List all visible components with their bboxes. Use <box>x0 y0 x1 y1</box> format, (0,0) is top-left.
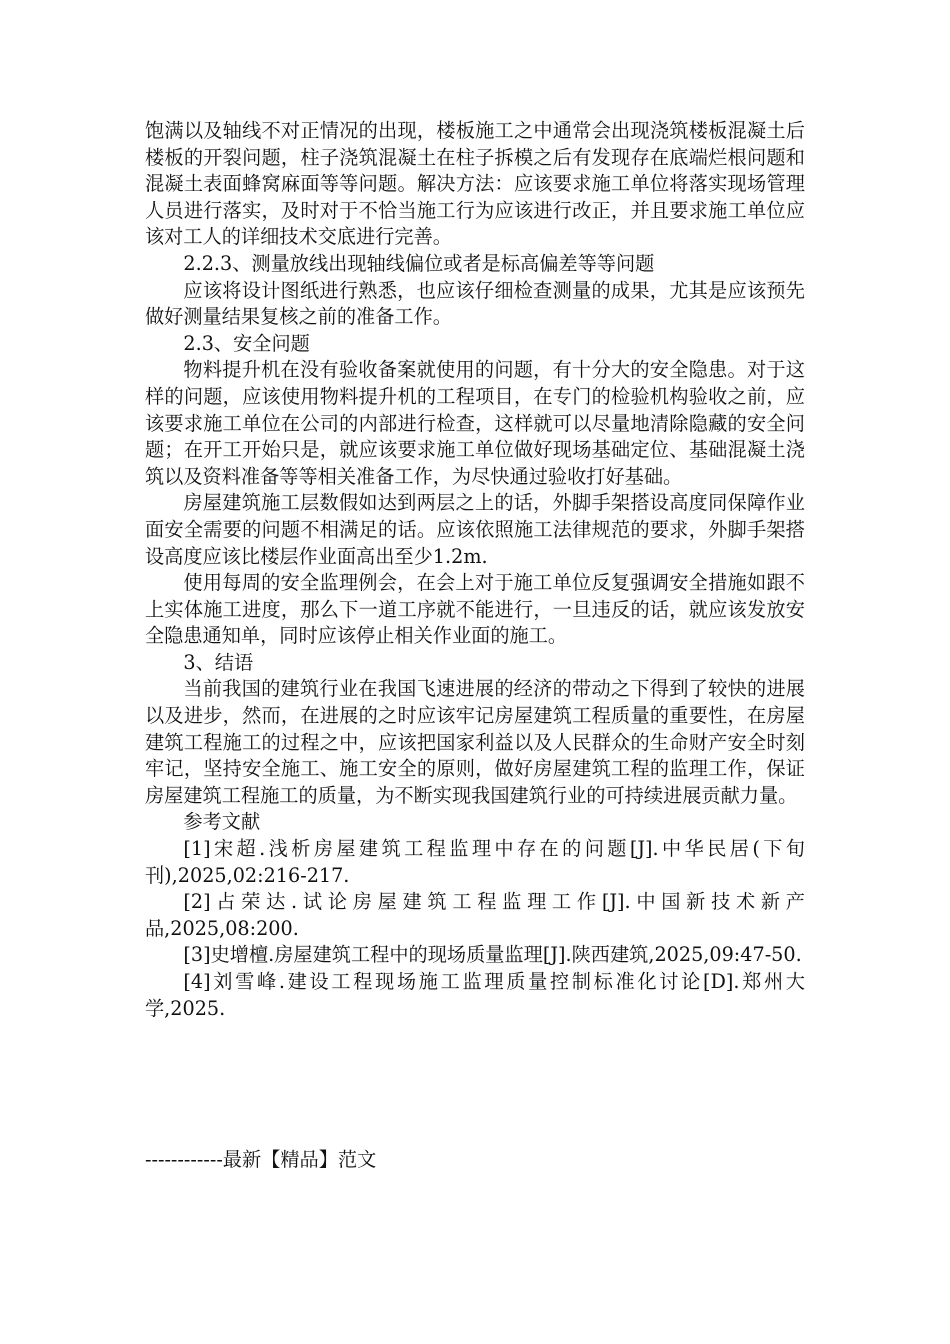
references-heading: 参考文献 <box>183 810 261 834</box>
document-body <box>145 118 805 1022</box>
paragraph: 使用每周的安全监理例会，在会上对于施工单位反复强调安全措施如跟不上实体施工进度，那么下一道工序就不能进行，一旦违反的话，就应该发放安全隐患通知单，同时应该停止相关作业面的施工。 <box>145 571 805 648</box>
section-heading-2-2-3: 2.2.3、测量放线出现轴线偏位或者是标高偏差等等问题 <box>183 251 655 275</box>
paragraph: 物料提升机在没有验收备案就使用的问题，有十分大的安全隐患。对于这样的问题，应该使用物料提升机的工程项目，在专门的检验机构验收之前，应该要求施工单位在公司的内部进行检查，这样就可以尽量地清除隐藏的安全问题；在开工开始只是，就应该要求施工单位做好现场基础定位、基础混凝土浇筑以及资料准备等等相关准备工作，为尽快通过验收打好基础。 <box>145 358 805 488</box>
reference-item: [1]宋超.浅析房屋建筑工程监理中存在的问题[J].中华民居(下旬刊),2025,02:216-217. <box>145 837 805 887</box>
paragraph: 房屋建筑施工层数假如达到两层之上的话，外脚手架搭设高度同保障作业面安全需要的问题不相满足的话。应该依照施工法律规范的要求，外脚手架搭设高度应该比楼层作业面高出至少1.2m. <box>145 491 805 568</box>
reference-item: [3]史增檀.房屋建筑工程中的现场质量监理[J].陕西建筑,2025,09:47-50. <box>183 943 802 967</box>
paragraph: 当前我国的建筑行业在我国飞速进展的经济的带动之下得到了较快的进展以及进步，然而，在进展的之时应该牢记房屋建筑工程质量的重要性，在房屋建筑工程施工的过程之中，应该把国家利益以及人民群众的生命财产安全时刻牢记，坚持安全施工、施工安全的原则，做好房屋建筑工程的监理工作，保证房屋建筑工程施工的质量，为不断实现我国建筑行业的可持续进展贡献力量。 <box>145 677 805 807</box>
section-heading-3: 3、结语 <box>183 650 254 674</box>
paragraph-continuation: 饱满以及轴线不对正情况的出现，楼板施工之中通常会出现浇筑楼板混凝土后楼板的开裂问题，柱子浇筑混凝土在柱子拆模之后有发现存在底端烂根问题和混凝土表面蜂窝麻面等等问题。解决方法：应该要求施工单位将落实现场管理人员进行落实，及时对于不恰当施工行为应该进行改正，并且要求施工单位应该对工人的详细技术交底进行完善。 <box>145 119 805 249</box>
reference-item: [4]刘雪峰.建设工程现场施工监理质量控制标准化讨论[D].郑州大学,2025. <box>145 970 805 1020</box>
paragraph: 应该将设计图纸进行熟悉，也应该仔细检查测量的成果，尤其是应该预先做好测量结果复核之前的准备工作。 <box>145 278 805 329</box>
page-footer: ------------最新【精品】范文 <box>145 1148 377 1171</box>
section-heading-2-3: 2.3、安全问题 <box>183 331 310 355</box>
reference-item: [2]占荣达.试论房屋建筑工程监理工作[J].中国新技术新产品,2025,08:200. <box>145 890 805 940</box>
